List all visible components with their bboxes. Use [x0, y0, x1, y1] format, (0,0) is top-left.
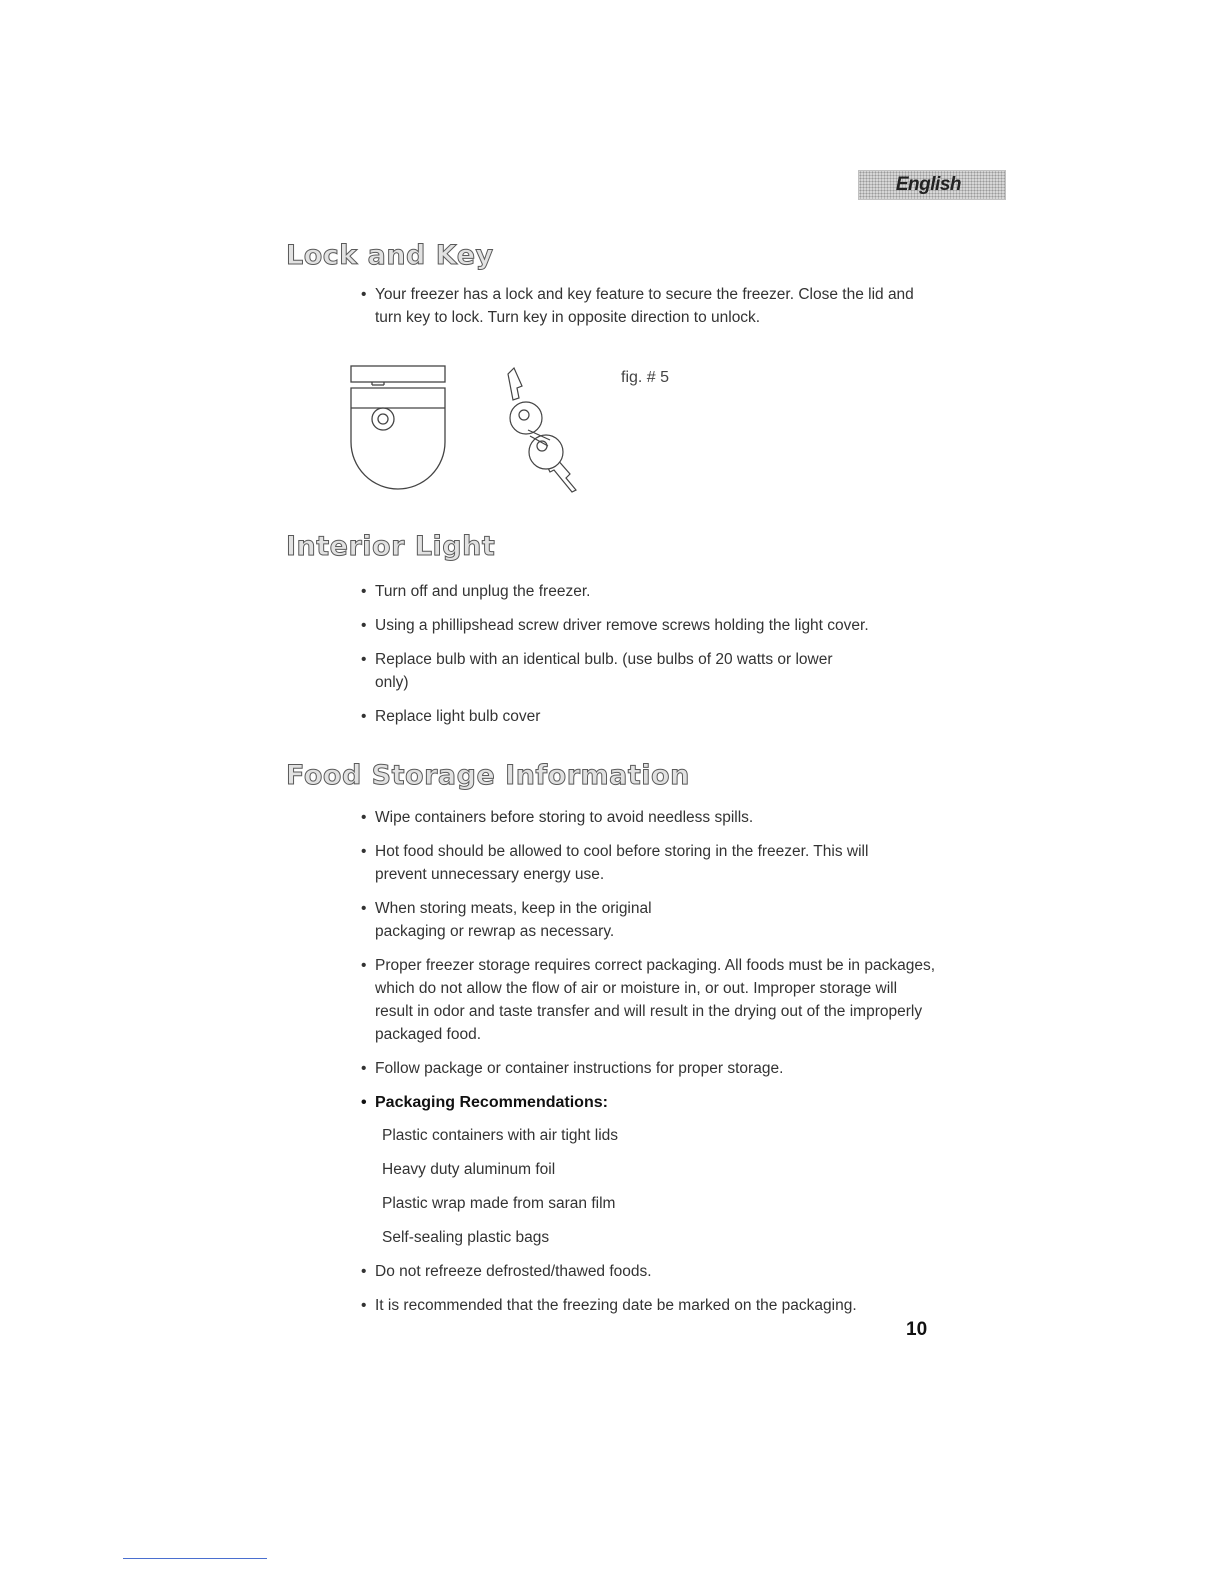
list-item: • Turn off and unplug the freezer.	[360, 580, 940, 603]
packaging-item: Plastic wrap made from saran film	[382, 1195, 616, 1212]
interior-light-title: Interior Light	[286, 531, 496, 562]
lock-and-key-list	[360, 283, 930, 340]
packaging-heading-text: Packaging Recommendations:	[375, 1094, 608, 1111]
language-tab-label: English	[895, 174, 961, 195]
list-item: • It is recommended that the freezing date be marked on the packaging.	[360, 1294, 935, 1317]
packaging-item: Heavy duty aluminum foil	[382, 1161, 556, 1178]
list-item: • Using a phillipshead screw driver remove screws holding the light cover.	[360, 614, 940, 637]
language-tab	[858, 170, 1006, 200]
divider	[123, 1558, 267, 1559]
lock-and-key-title: Lock and Key	[286, 240, 494, 271]
page-number: 10	[906, 1319, 928, 1340]
food-storage-list	[360, 806, 935, 1328]
food-storage-title: Food Storage Information	[286, 760, 690, 791]
list-item: • Replace light bulb cover	[360, 705, 940, 728]
packaging-heading	[360, 1091, 935, 1249]
packaging-item: Plastic containers with air tight lids	[382, 1127, 619, 1144]
list-item: • Your freezer has a lock and key feature to secure the freezer. Close the lid and turn key to lock. Turn key in opposite direction to unlock.	[360, 283, 930, 329]
key-illustration	[500, 366, 586, 496]
list-item: • Hot food should be allowed to cool before storing in the freezer. This will prevent unnecessary energy use.	[360, 840, 885, 886]
list-item: • When storing meats, keep in the original packaging or rewrap as necessary.	[360, 897, 705, 943]
lock-illustration	[346, 364, 450, 492]
list-item: • Replace bulb with an identical bulb. (use bulbs of 20 watts or lower only)	[360, 648, 835, 694]
list-item: • Wipe containers before storing to avoid needless spills.	[360, 806, 935, 829]
figure-label: fig. # 5	[621, 369, 670, 386]
packaging-list	[382, 1124, 935, 1249]
list-item: • Do not refreeze defrosted/thawed foods.	[360, 1260, 935, 1283]
list-item: • Follow package or container instructions for proper storage.	[360, 1057, 935, 1080]
interior-light-list	[360, 580, 940, 739]
packaging-item: Self-sealing plastic bags	[382, 1229, 550, 1246]
list-item: • Proper freezer storage requires correct packaging. All foods must be in packages, which do not allow the flow of air or moisture in, or out. Improper storage will result in odor and taste transfer and will result in the drying out of the improperly packaged food.	[360, 954, 935, 1046]
